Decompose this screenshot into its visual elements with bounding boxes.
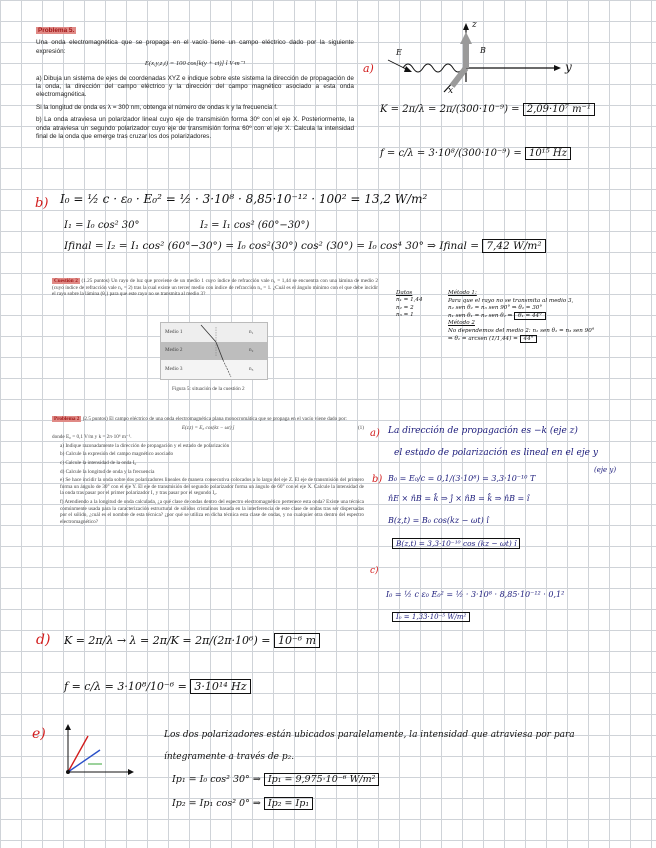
hand5-k-eq <box>380 104 595 115</box>
hand5-k-formula: K = 2π/λ = 2π/(300·10⁻⁹) = <box>380 104 520 115</box>
p2-b2: n̂E × n̂B = k̂ ⇒ ĵ × n̂B = k̂ ⇒ n̂B = î <box>388 494 530 503</box>
hand-e-ip1-result: Ip₁ = 9,975·10⁻⁶ W/m² <box>264 773 380 786</box>
problem5-tag: Problema 5. <box>38 27 75 34</box>
problem2-tag: Problema 2 <box>54 416 80 422</box>
hand-e-t1: Los dos polarizadores están ubicados paralelamente, la intensidad que atraviesa por para <box>164 730 575 740</box>
problem5-wavelength: Si la longitud de onda es λ = 300 nm, obtenga el número de ondas k y la frecuencia f. <box>36 103 278 111</box>
hand5-a-label: a) <box>363 62 374 75</box>
q2-m1c: n₁ sen θ₁ = n₂ sen θ₂ ⇒ <box>448 312 513 319</box>
hand-b-line3 <box>64 240 546 252</box>
hand-d-f <box>64 680 251 693</box>
p2-c1: I₀ = ½ c ε₀ E₀² = ½ · 3·10⁸ · 8,85·10⁻¹² · 0,1² <box>386 590 565 599</box>
hand-d-f-formula: f = c/λ = 3·10⁸/10⁻⁶ = <box>64 680 187 693</box>
hand-b-line2a: I₁ = I₀ cos² 30° <box>64 220 140 231</box>
hand-b-line1: I₀ = ½ c · ε₀ · E₀² = ½ · 3·10⁸ · 8,85·10⁻¹² · 100² = 13,2 W/m² <box>60 192 428 206</box>
q2-dato2: n₂ = 2 <box>396 304 414 311</box>
q2-m1a: Para que el rayo no se transmita al medio 3, <box>448 297 574 304</box>
hand-e-t2: íntegramente a través de p₂. <box>164 752 295 762</box>
hand5-f-eq <box>380 148 571 159</box>
problem2-donde: donde E₀ = 0,1 V/m y k = 2π·10⁶ m⁻¹. <box>52 434 132 441</box>
problem2-intro: (2.5 puntos) El campo eléctrico de una onda electromagnética plana monocromática que se propaga en el vacío viene dado por: <box>82 416 347 422</box>
p2-b3: B(z,t) = B₀ cos(kz − ωt) î <box>388 516 489 525</box>
question2-tag: Cuestión 2 <box>54 278 78 284</box>
p2-a2: el estado de polarización es lineal en el eje y <box>394 448 598 458</box>
problem5-block <box>36 27 354 145</box>
axis-y-label: y <box>565 60 572 74</box>
n3-label: n₃ <box>249 366 254 372</box>
problem2-item-c: c) Calcule la intensidad de la onda I₀ <box>60 459 137 466</box>
p2-a1: La dirección de propagación es −k (eje z) <box>388 426 578 436</box>
hand5-k-result: 2,09·10⁷ m⁻¹ <box>523 103 595 116</box>
medio3-label: Medio 3 <box>165 366 183 372</box>
vec-b-label: B <box>480 46 486 55</box>
q2-dato3: n₃ = 1 <box>396 312 414 319</box>
q2-m2-result: 44° <box>520 335 538 343</box>
hand-d-k-result: 10⁻⁶ m <box>274 633 320 648</box>
hand-b-label: b) <box>35 196 49 211</box>
hand-b-line3-text: Ifinal = I₂ = I₁ cos² (60°−30°) = I₀ cos²(30°) cos² (30°) = I₀ cos⁴ 30° ⇒ Ifinal = <box>64 240 479 252</box>
problem5-part-b: b) La onda atraviesa un polarizador lineal cuyo eje de transmisión forma 30º con el eje X. Posteriormente, la onda atraviesa un segundo polarizador cuyo eje de transmisión forma 60º con el eje X. Calcula la intensidad final de la onda que emerge tras cruzar los dos polarizadores. <box>36 116 354 141</box>
p2-b-label: b) <box>372 474 383 485</box>
p2-a-label: a) <box>370 428 380 439</box>
hand-b-result: 7,42 W/m² <box>482 239 545 253</box>
medio2-label: Medio 2 <box>165 347 183 353</box>
medio1-label: Medio 1 <box>165 329 183 335</box>
problem2-item-f: f) Atendiendo a la longitud de onda calculada, ¿a qué clase de ondas dentro del espectro electromagnético pertenece esta onda? Existe una técnica comúnmente usada para la caracterización estructural de sólidos cristalinos basada en la interferencia de este clase de ondas tras ser dispersadas por el sólido, ¿cuál es el nombre de esta técnica? ¿por qué se utiliza en dicha técnica esta clase de ondas, y no cualquier otra dentro del espectro electromagnético? <box>60 498 364 525</box>
problem2-item-d: d) Calcule la longitud de onda y la frecuencia <box>60 468 155 475</box>
problem2-item-b: b) Calcule la expresión del campo magnético asociado <box>60 451 174 458</box>
ray-drawing <box>161 323 267 379</box>
hand-e-ip2-formula: Ip₂ = Ip₁ cos² 0° ⇒ <box>172 798 261 809</box>
axis-z-label: z <box>472 20 477 30</box>
axes-diagram-5 <box>358 20 588 110</box>
hand-e-ip1-formula: Ip₁ = I₀ cos² 30° ⇒ <box>172 774 261 785</box>
axis-x-label: x <box>448 86 454 96</box>
hand5-f-formula: f = c/λ = 3·10⁸/(300·10⁻⁹) = <box>380 148 522 159</box>
q2-m1-result: θ₁ = 44° <box>514 312 546 320</box>
problem2-equation: E(z,t) = E₀ cos(kz − ωt) ĵ <box>181 424 235 431</box>
vec-e-label: E <box>396 48 402 57</box>
q2-m2b: ⇒ θ₁ = arcsen (1/1,44) = <box>448 335 518 342</box>
question2-block <box>52 278 378 300</box>
problem5-part-a: a) Dibuja un sistema de ejes de coordenadas XYZ e indique sobre este sistema la dirección de propagación de la onda, la dirección del campo eléctrico y la dirección del campo magnético asociado a esta onda electromagnética. <box>36 74 354 99</box>
hand-d-k-formula: K = 2π/λ → λ = 2π/K = 2π/(2π·10⁶) = <box>64 634 271 647</box>
question2-text: (1.25 puntos) Un rayo de luz que proviene de un medio 1 cuyo índice de refracción vale n₁ = 1,44 se encuentra con una lámina de medio 2 (cuyo índice de refracción vale n₂ = 2) tras la cual existe un tercer medio con índice de refracción n₃ = 1. ¿Cuál es el ángulo mínimo con el que debe incidir el rayo sobre la lámina (θ₁) para que este rayo no se transmita al medio 3? <box>52 278 379 298</box>
question2-caption: Figura 5: situación de la cuestión 2 <box>172 386 245 392</box>
hand-e-label: e) <box>32 726 46 742</box>
problem2-block <box>52 416 364 527</box>
polarizer-sketch <box>58 722 138 778</box>
problem5-equation: E(x,y,z,t) = 100 cos[k(y + ct)] î V·m⁻¹ <box>144 60 246 68</box>
question2-figure <box>160 322 268 380</box>
problem2-item-a: a) Indique razonadamente la dirección de propagación y el estado de polarización <box>60 442 230 449</box>
hand5-f-result: 10¹⁵ Hz <box>525 147 571 160</box>
problem2-eqnum: (1) <box>357 424 364 431</box>
p2-c2: I₀ = 1,33·10⁻⁵ W/m² <box>392 612 470 622</box>
q2-m1b: n₂ sen θ₂ = n₃ sen 90° ⇒ θ₂ = 30° <box>448 305 543 312</box>
p2-c-label: c) <box>370 566 379 576</box>
n2-label: n₂ <box>249 347 254 353</box>
hand-d-k <box>64 634 320 647</box>
p2-b1: B₀ = E₀/c = 0,1/(3·10⁸) = 3,3·10⁻¹⁰ T <box>388 474 536 483</box>
q2-datos: Datos <box>396 290 413 296</box>
p2-b4: B(z,t) = 3,3·10⁻¹⁰ cos (kz − ωt) î <box>392 538 520 549</box>
q2-metodo1: Método 1: <box>448 290 477 296</box>
hand-e-ip1 <box>172 774 379 785</box>
hand-b-line2b: I₂ = I₁ cos² (60°−30°) <box>200 220 310 231</box>
q2-dato1: n₁ = 1,44 <box>396 297 423 304</box>
q2-metodo2: Método 2 <box>448 320 475 327</box>
hand-e-ip2-result: Ip₂ = Ip₁ <box>264 797 313 810</box>
problem5-intro: Una onda electromagnética que se propaga en el vacío tiene un campo eléctrico dado por la siguiente expresión: <box>36 39 354 55</box>
n1-label: n₁ <box>249 329 254 335</box>
hand-d-f-result: 3·10¹⁴ Hz <box>190 679 250 694</box>
p2-a3: (eje y) <box>594 466 617 474</box>
problem2-item-e: e) Se hace incidir la onda sobre dos polarizadores lineales de manera consecutiva colocados a lo largo del eje Z. El eje de transmisión del primero forma un ángulo de 30° con el eje Y. El eje de transmisión del segundo polarizador forma un ángulo de 60° con el eje X. Calcule la intensidad de la onda tras pasar por el primer polarizador I₁ y tras pasar por el segundo I₂. <box>60 477 364 497</box>
q2-m2a: No dependemos del medio 2: n₁ sen θ₁ = n₃ sen 90° <box>448 327 595 334</box>
q2-methods <box>448 290 652 343</box>
hand-d-label: d) <box>36 632 51 648</box>
hand-e-ip2 <box>172 798 313 809</box>
